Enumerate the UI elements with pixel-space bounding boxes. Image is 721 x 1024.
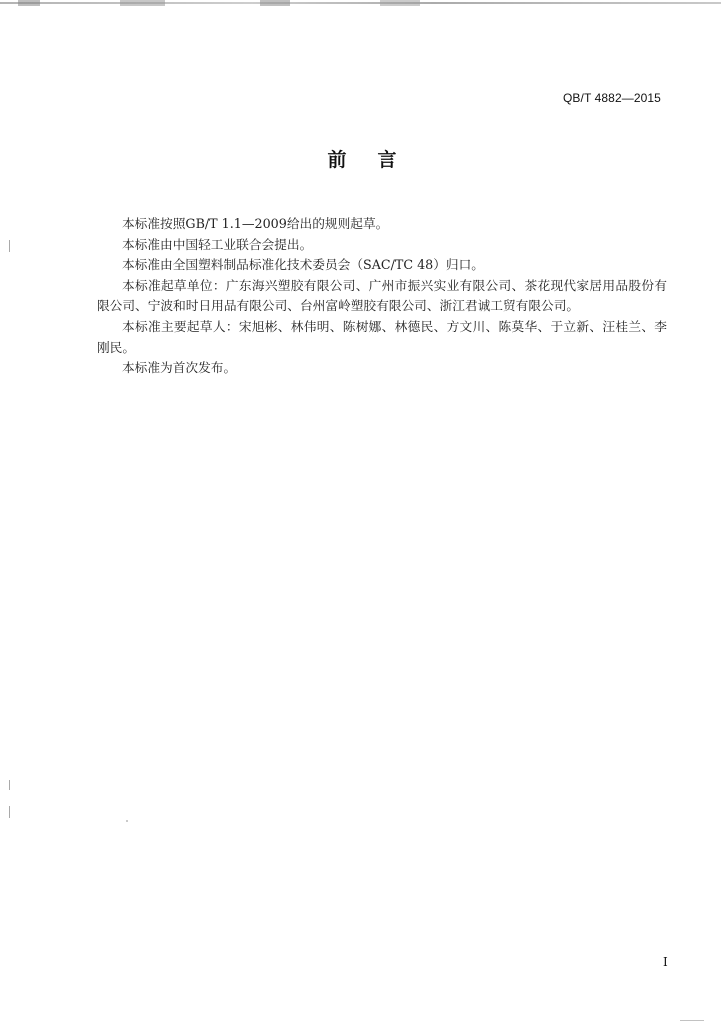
scan-mark (9, 780, 10, 790)
standard-number: QB/T 4882—2015 (563, 91, 661, 105)
scan-mark (9, 240, 10, 252)
scan-top-noise (0, 0, 721, 6)
paragraph: 本标准主要起草人：宋旭彬、林伟明、陈树娜、林德民、方文川、陈莫华、于立新、汪桂兰、李刚民。 (97, 318, 667, 355)
paragraph: 本标准由全国塑料制品标准化技术委员会（SAC/TC 48）归口。 (122, 257, 484, 273)
scan-mark (9, 806, 10, 818)
scan-bottom-speck (680, 1020, 704, 1021)
scan-speck (126, 820, 128, 822)
paragraph: 本标准由中国轻工业联合会提出。 (122, 236, 313, 252)
paragraph: 本标准按照GB/T 1.1—2009给出的规则起草。 (122, 216, 389, 231)
paragraph: 本标准为首次发布。 (122, 360, 237, 376)
foreword-body (97, 214, 667, 379)
paragraph: 本标准起草单位：广东海兴塑胶有限公司、广州市振兴实业有限公司、茶花现代家居用品股份有限公司、宁波和时日用品有限公司、台州富岭塑胶有限公司、浙江君诚工贸有限公司。 (97, 277, 667, 314)
page-heading: 前言 (327, 149, 428, 171)
page-number: I (663, 955, 668, 969)
